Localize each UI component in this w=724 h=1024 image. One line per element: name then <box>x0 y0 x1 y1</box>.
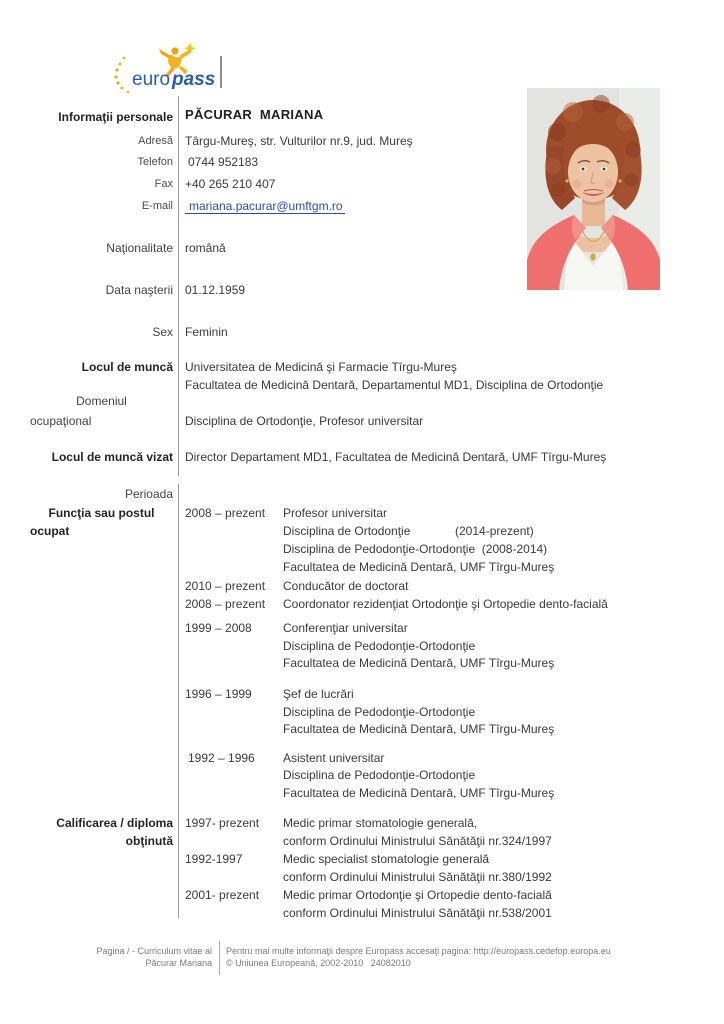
qualification-label-line2: obţinută <box>125 834 173 848</box>
email-link[interactable]: mariana.pacurar@umftgm.ro <box>185 197 345 215</box>
experience-period: 1999 – 2008 <box>185 621 252 635</box>
experience-line: Disciplina de Pedodonţie-Ortodonţie <box>283 705 476 719</box>
experience-line: Coordonator rezidenţiat Ortodonţie şi Ortopedie dento-facială <box>283 597 608 611</box>
footer-copyright: © Uniunea Europeană, 2002-2010 24082010 <box>226 958 411 968</box>
sex-label: Sex <box>152 325 173 339</box>
footer-page-info: Pagina / - Curriculum vitae al <box>96 946 212 956</box>
logo-text-pass: pass <box>172 69 216 90</box>
experience-line: Disciplina de Pedodonţie-Ortodonţie (2008-2014) <box>283 542 548 556</box>
sex-value: Feminin <box>185 325 228 339</box>
address-value: Târgu-Mureş, str. Vulturilor nr.9, jud. Mureş <box>185 134 413 148</box>
experience-period: 1992 – 1996 <box>188 751 255 765</box>
position-label-line1: Funcţia sau postul <box>48 506 155 520</box>
address-label: Adresă <box>138 135 173 147</box>
footer-author: Păcurar Mariana <box>145 958 212 968</box>
table-rule-lower <box>178 484 179 918</box>
footer-separator <box>219 941 220 975</box>
experience-line: Asistent universitar <box>283 751 385 765</box>
workplace-line2: Facultatea de Medicină Dentară, Departamentul MD1, Disciplina de Ortodonţie <box>185 378 604 392</box>
birthdate-value: 01.12.1959 <box>185 283 246 297</box>
nationality-value: română <box>185 241 226 255</box>
experience-line: Profesor universitar <box>283 506 388 520</box>
occupational-domain-label-line1: Domeniul <box>76 394 127 408</box>
experience-line: Facultatea de Medicină Dentară, UMF Tîrgu-Mureş <box>283 656 555 670</box>
period-note: (2014-prezent) <box>455 524 534 538</box>
birthdate-label: Data naşterii <box>105 283 173 297</box>
fax-value: +40 265 210 407 <box>185 177 276 191</box>
experience-period: 2008 – prezent <box>185 597 266 611</box>
experience-line: Facultatea de Medicină Dentară, UMF Tîrgu-Mureş <box>283 560 555 574</box>
occupational-domain-label-line2: ocupaţional <box>30 414 92 428</box>
personal-section-label: Informaţii personale <box>58 110 173 124</box>
experience-line: Şef de lucrări <box>283 687 354 701</box>
experience-period: 1996 – 1999 <box>185 687 252 701</box>
qualification-period: 1997- prezent <box>185 816 260 830</box>
qualification-line: Medic primar Ortodonţie şi Ortopedie dento-facială <box>283 888 552 902</box>
experience-line: Disciplina de Ortodonţie (2014-prezent) <box>283 524 534 538</box>
period-label: Perioada <box>124 487 173 501</box>
experience-line: Disciplina de Pedodonţie-Ortodonţie <box>283 768 476 782</box>
qualification-period: 2001- prezent <box>185 888 260 902</box>
nationality-label: Naţionalitate <box>106 241 173 255</box>
europass-logo <box>112 42 232 94</box>
qualification-line: Medic primar stomatologie generală, <box>283 816 478 830</box>
position-label-line2: ocupat <box>30 524 70 538</box>
experience-period: 2010 – prezent <box>185 579 266 593</box>
fax-label: Fax <box>154 178 173 190</box>
star-dots-arc <box>114 57 129 94</box>
phone-value: 0744 952183 <box>188 155 259 169</box>
portrait-photo <box>527 88 660 290</box>
experience-period: 2008 – prezent <box>185 506 266 520</box>
logo-text-euro: euro <box>132 69 171 90</box>
workplace-line1: Universitatea de Medicină şi Farmacie Tîrgu-Mureş <box>185 360 457 374</box>
workplace-label: Locul de muncă <box>81 360 173 374</box>
experience-line: Conducător de doctorat <box>283 579 409 593</box>
occupational-domain-value: Disciplina de Ortodonţie, Profesor universitar <box>185 414 424 428</box>
qualification-period: 1992-1997 <box>185 852 243 866</box>
experience-line: Facultatea de Medicină Dentară, UMF Tîrgu-Mureş <box>283 722 555 736</box>
person-name: PĂCURAR MARIANA <box>185 107 324 122</box>
target-job-value: Director Departament MD1, Facultatea de Medicină Dentară, UMF Tîrgu-Mureş <box>185 450 607 464</box>
phone-label: Telefon <box>137 156 173 168</box>
qualification-line: conform Ordinului Ministrului Sănătăţii nr.380/1992 <box>283 870 552 884</box>
target-job-label: Locul de muncă vizat <box>51 450 173 464</box>
experience-line: Conferenţiar universitar <box>283 621 408 635</box>
footer-europass-info: Pentru mai multe informaţii despre Europass accesaţi pagina: http://europass.cedefop.europa.eu <box>226 946 611 956</box>
qualification-line: Medic specialist stomatologie generală <box>283 852 490 866</box>
email-label: E-mail <box>141 200 173 212</box>
qualification-line: conform Ordinului Ministrului Sănătăţii nr.538/2001 <box>283 906 552 920</box>
qualification-line: conform Ordinului Ministrului Sănătăţii nr.324/1997 <box>283 834 552 848</box>
logo-separator-bar <box>220 56 222 88</box>
experience-line: Facultatea de Medicină Dentară, UMF Tîrgu-Mureş <box>283 786 555 800</box>
experience-line: Disciplina de Pedodonţie-Ortodonţie <box>283 639 476 653</box>
qualification-label-line1: Calificarea / diploma <box>56 816 173 830</box>
table-rule-upper <box>178 96 179 476</box>
